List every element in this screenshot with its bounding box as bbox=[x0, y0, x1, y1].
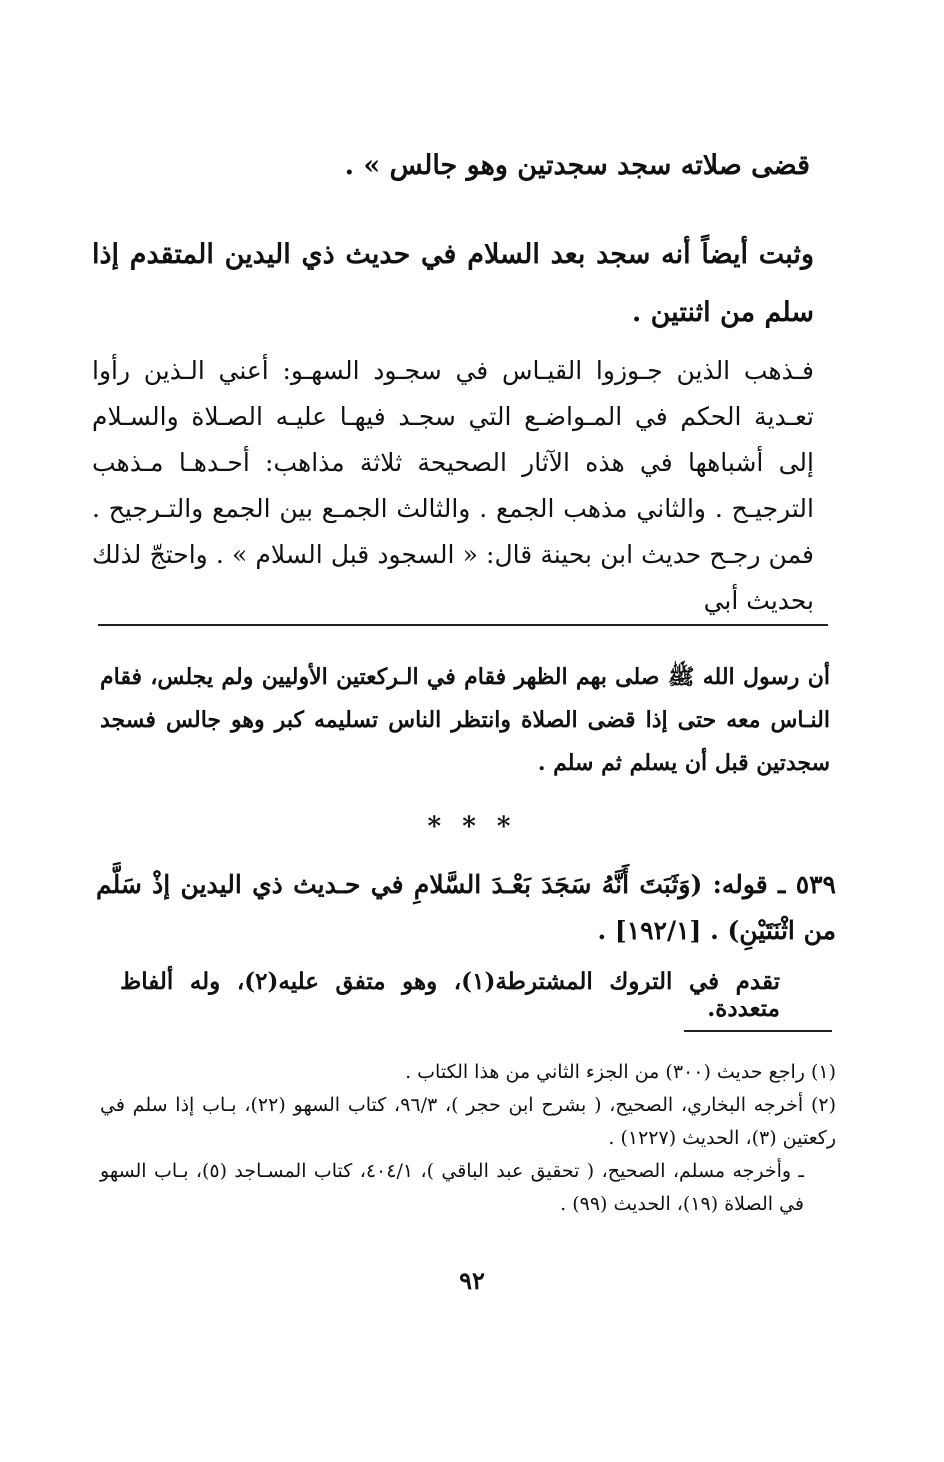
footnote-1: (١) راجع حديث (٣٠٠) من الجزء الثاني من هذا الكتاب . bbox=[405, 1061, 836, 1083]
section-separator: * * * bbox=[427, 812, 517, 842]
section-text: تقدم في التروك المشترطة(١)، وهو متفق عليه(٢)، وله ألفاظ متعددة. bbox=[120, 968, 780, 1022]
footnote-continuation: أن رسول الله ﷺ صلى بهم الظهر فقام في الـركعتين الأوليين ولم يجلس، فقام النـاس معه حتى إذا قضى الصلاة وانتظر الناس تسليمه كبر وهو جالس فسجد سجدتين قبل أن يسلم ثم سلم . bbox=[100, 664, 830, 776]
footnote-2-continuation: ـ وأخرجه مسلم، الصحيح، ( تحقيق عبد الباقي )، ٤٠٤/١، كتاب المسـاجد (٥)، بـاب السهو في الصلاة (١٩)، الحديث (٩٩) . bbox=[100, 1160, 804, 1215]
page-number: ٩٢ bbox=[459, 1266, 485, 1295]
paragraph-1: وثبت أيضاً أنه سجد بعد السلام في حديث ذي اليدين المتقدم إذا سلم من اثنتين . bbox=[92, 239, 814, 328]
footnotes bbox=[100, 1056, 836, 1221]
footnote-2: (٢) أخرجه البخاري، الصحيح، ( بشرح ابن حجر )، ٩٦/٣، كتاب السهو (٢٢)، بـاب إذا سلم في ركعتين (٣)، الحديث (١٢٢٧) . bbox=[100, 1094, 836, 1149]
quote-continuation: قضى صلاته سجد سجدتين وهو جالس » . bbox=[344, 150, 810, 181]
paragraph-2: فـذهب الذين جـوزوا القيـاس في سجـود السهـو: أعني الـذين رأوا تعـدية الحكم في المـواضـع التي سجـد فيهـا عليـه الصـلاة والسـلام إلى أشباهها في هذه الآثار الصحيحة ثلاثة مذاهب: أحـدهـا مـذهب الترجيـح . والثاني مذهب الجمع . والثالث الجمـع بين الجمع والتـرجيح . فمن رجـح حديث ابن بحينة قال: « السجود قبل السلام » . واحتجّ لذلك بحديث أبي bbox=[92, 356, 814, 615]
footnote-divider-top bbox=[98, 624, 828, 626]
footnote-divider bbox=[684, 1030, 832, 1032]
section-heading: ٥٣٩ ـ قوله: (وَثَبَتَ أَنَّهُ سَجَدَ بَعْـدَ السَّلامِ في حـديث ذي اليدين إذْ سَلَّم من اثْنَتَيْنِ) . [١٩٢/١] . bbox=[96, 870, 836, 945]
